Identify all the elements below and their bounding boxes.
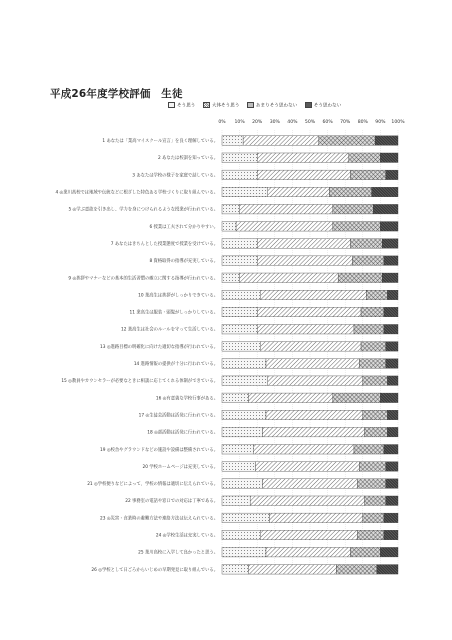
bar-segment: [250, 496, 364, 506]
bar-segment: [354, 324, 384, 334]
bar-segment: [384, 256, 398, 266]
bar-segment: [222, 187, 268, 197]
legend-label: あまりそう思わない: [255, 103, 298, 109]
bar-segment: [236, 222, 333, 232]
x-tick-label: 100%: [391, 120, 405, 125]
category-label: [149, 257, 218, 264]
category-label-line: 22 事務室の電話や窓口での対応は丁寧である。: [125, 499, 218, 505]
category-label-line: 23 ◎災害・食業時の避難方法や連絡方法は伝えられている。: [99, 516, 218, 522]
bar-segment: [361, 342, 386, 352]
legend-label: 大体そう思う: [211, 103, 240, 109]
bar-segment: [380, 393, 398, 403]
bar-segment: [361, 307, 384, 317]
category-label: [149, 223, 218, 230]
bar-segment: [336, 565, 376, 575]
bar-segment: [222, 565, 248, 575]
category-label-line: 14 進路情報の提供が十分に行われている。: [133, 362, 218, 368]
category-label-line: 8 資格取得の指導が充実している。: [149, 259, 218, 265]
bar-segment: [329, 187, 371, 197]
category-label-line: 26 ◎学校として日ごろからいじめの早期発見に取り組んでいる。: [91, 567, 218, 573]
category-label-line: 16 ◎有意義な学校行事がある。: [155, 396, 218, 402]
bar-segment: [222, 342, 261, 352]
category-label-line: 21 ◎学校便りなどによって、学校の情報は適切に伝えられている。: [87, 482, 218, 488]
category-label-line: 3 あなたは学校の様子を家庭で話している。: [132, 173, 218, 179]
bar-segment: [359, 359, 385, 369]
bar-segment: [384, 530, 398, 540]
bar-segment: [222, 239, 257, 249]
category-label-line: 17 ◎生徒会活動は活発に行われている。: [138, 413, 218, 419]
bar-segment: [382, 239, 398, 249]
bar-segment: [240, 273, 339, 283]
bar-segment: [222, 513, 270, 523]
category-label: [111, 240, 218, 247]
bar-segment: [350, 239, 382, 249]
bar-segment: [373, 204, 398, 214]
category-label: [61, 377, 218, 384]
bar-segment: [384, 513, 398, 523]
x-tick-label: 0%: [218, 120, 226, 125]
bar-segment: [365, 427, 388, 437]
bar-segment: [387, 410, 398, 420]
bar-segment: [384, 445, 398, 455]
category-label-line: 13 ◎進路目標の明確化に向けた適切な指導が行われている。: [99, 344, 218, 350]
bar-segment: [386, 462, 398, 472]
category-label-line: 4 ◎業川高校では地域や伝統などに根ざした特色ある学校づくりに取り組んでいる。: [55, 190, 218, 196]
legend-label: そう思う: [177, 103, 196, 109]
category-label: [55, 189, 218, 196]
category-label-line: 18 ◎部活動は活発に行われている。: [147, 430, 218, 436]
bar-segment: [386, 342, 398, 352]
bar-segment: [248, 565, 336, 575]
bar-segment: [319, 136, 375, 146]
category-label-line: 2 あなたは校訓を知っている。: [158, 156, 218, 162]
bar-segment: [268, 376, 363, 386]
bar-segment: [257, 307, 361, 317]
bar-segment: [222, 376, 268, 386]
x-tick-label: 10%: [234, 120, 245, 125]
bar-segment: [350, 547, 380, 557]
page-title: 平成26年度学校評価 生徒: [50, 88, 183, 100]
category-label-line: 20 学校ホームページは充実している。: [142, 464, 218, 470]
x-tick-label: 50%: [304, 120, 316, 125]
bar-segment: [386, 170, 398, 180]
bar-segment: [222, 136, 243, 146]
category-label-line: 19 ◎校舎やグラウンドなどの施設や設備は整備されている。: [99, 447, 218, 453]
bar-segment: [222, 307, 257, 317]
category-label: [139, 411, 218, 418]
category-label: [125, 497, 218, 504]
bar-segment: [222, 462, 255, 472]
category-label-line: 7 あなたはきちんとした授業態度で授業を受けている。: [110, 241, 218, 247]
bar-segment: [358, 479, 386, 489]
bar-segment: [377, 565, 398, 575]
category-label-line: 5 ◎学ぶ意欲を引き出し、学力を身につけられるような授業が行われている。: [68, 207, 218, 213]
bar-segment: [387, 290, 398, 300]
x-tick-label: 20%: [252, 120, 263, 125]
bar-segment: [384, 324, 398, 334]
bar-segment: [349, 153, 381, 163]
bar-segment: [384, 307, 398, 317]
category-label: [91, 566, 218, 573]
bar-segment: [243, 136, 319, 146]
bar-segment: [262, 479, 357, 489]
legend-label: そう思わない: [313, 103, 342, 109]
bar-segment: [359, 462, 385, 472]
bar-segment: [257, 170, 350, 180]
bar-segment: [380, 547, 398, 557]
bar-segment: [222, 324, 257, 334]
category-label: [87, 480, 218, 487]
category-label: [134, 360, 218, 367]
bar-segment: [262, 427, 364, 437]
category-label: [158, 154, 218, 161]
bar-segment: [352, 256, 384, 266]
bar-segment: [222, 445, 254, 455]
category-label-line: 24 ◎学校生活は充実している。: [155, 533, 218, 539]
bar-segment: [257, 324, 354, 334]
category-label: [121, 326, 218, 333]
bar-segment: [222, 479, 262, 489]
category-label-line: 12 業高生は社会のルールを守って生活している。: [121, 327, 218, 333]
bar-segment: [358, 530, 384, 540]
category-label: [102, 137, 218, 144]
bar-segment: [386, 496, 398, 506]
bar-segment: [363, 410, 388, 420]
category-label: [68, 206, 218, 213]
bar-segment: [222, 427, 262, 437]
category-label-line: 11 業高生は服装・頭髪がしっかりしている。: [129, 310, 218, 316]
bar-segment: [338, 273, 382, 283]
bar-segment: [222, 256, 257, 266]
category-label-line: 9 ◎挨拶やマナーなどの基本的生活習慣の確立に関する指導が行われている。: [68, 276, 218, 282]
category-label: [147, 429, 218, 436]
bar-segment: [387, 376, 398, 386]
x-tick-label: 70%: [340, 120, 351, 125]
category-label: [100, 343, 218, 350]
bar-segment: [270, 513, 363, 523]
bar-segment: [222, 290, 261, 300]
bar-segment: [257, 256, 352, 266]
x-tick-label: 80%: [357, 120, 368, 125]
bar-segment: [266, 547, 350, 557]
bar-segment: [386, 479, 398, 489]
bar-segment: [222, 410, 266, 420]
x-tick-label: 60%: [322, 120, 333, 125]
bar-segment: [266, 410, 363, 420]
bar-segment: [222, 359, 266, 369]
bar-segment: [222, 153, 257, 163]
bar-segment: [261, 342, 361, 352]
bar-segment: [387, 427, 398, 437]
bar-segment: [366, 290, 387, 300]
category-label: [130, 309, 218, 316]
bar-segment: [257, 153, 349, 163]
bar-segment: [350, 170, 385, 180]
bar-segment: [222, 204, 240, 214]
bar-segment: [261, 530, 358, 540]
bar-segment: [365, 496, 386, 506]
category-label: [132, 171, 218, 178]
category-label: [138, 291, 218, 298]
bar-segment: [268, 187, 330, 197]
bar-segment: [266, 359, 359, 369]
category-label: [156, 532, 218, 539]
bar-segment: [255, 462, 359, 472]
category-label: [100, 446, 218, 453]
bar-segment: [240, 204, 333, 214]
bar-segment: [354, 445, 384, 455]
bar-segment: [380, 153, 398, 163]
bar-segment: [254, 445, 354, 455]
bar-segment: [363, 513, 384, 523]
category-label: [138, 549, 218, 556]
bar-segment: [380, 222, 398, 232]
category-label-line: 1 あなたは「業高マイスクール宣言」を良く理解している。: [102, 139, 218, 145]
bar-segment: [222, 170, 257, 180]
category-label-line: 25 業川高校に入学して良かったと思う。: [138, 550, 218, 556]
bar-segment: [382, 273, 398, 283]
bar-segment: [375, 136, 398, 146]
bar-segment: [248, 393, 332, 403]
bar-segment: [333, 204, 373, 214]
category-label: [143, 463, 219, 470]
x-tick-label: 30%: [269, 120, 280, 125]
category-label-line: 10 業高生は挨拶がしっかりできている。: [138, 293, 218, 299]
category-label: [156, 394, 218, 401]
category-label: [68, 274, 218, 281]
category-label-line: 6 授業は工夫されて分かりやすい。: [149, 224, 218, 230]
bar-segment: [257, 239, 350, 249]
x-tick-label: 40%: [287, 120, 298, 125]
bar-segment: [261, 290, 367, 300]
category-label: [100, 514, 218, 521]
bar-segment: [222, 496, 250, 506]
bar-segment: [333, 222, 381, 232]
bar-segment: [222, 530, 261, 540]
bar-segment: [372, 187, 398, 197]
bar-segment: [386, 359, 398, 369]
bar-segment: [333, 393, 381, 403]
bar-segment: [222, 222, 236, 232]
bar-segment: [222, 393, 248, 403]
bar-segment: [363, 376, 388, 386]
category-label-line: 15 ◎教員やカウンセラーが必要なときに相談に応じてくれる体制ができている。: [61, 379, 218, 385]
bar-segment: [222, 273, 240, 283]
x-tick-label: 90%: [375, 120, 386, 125]
bar-segment: [222, 547, 266, 557]
